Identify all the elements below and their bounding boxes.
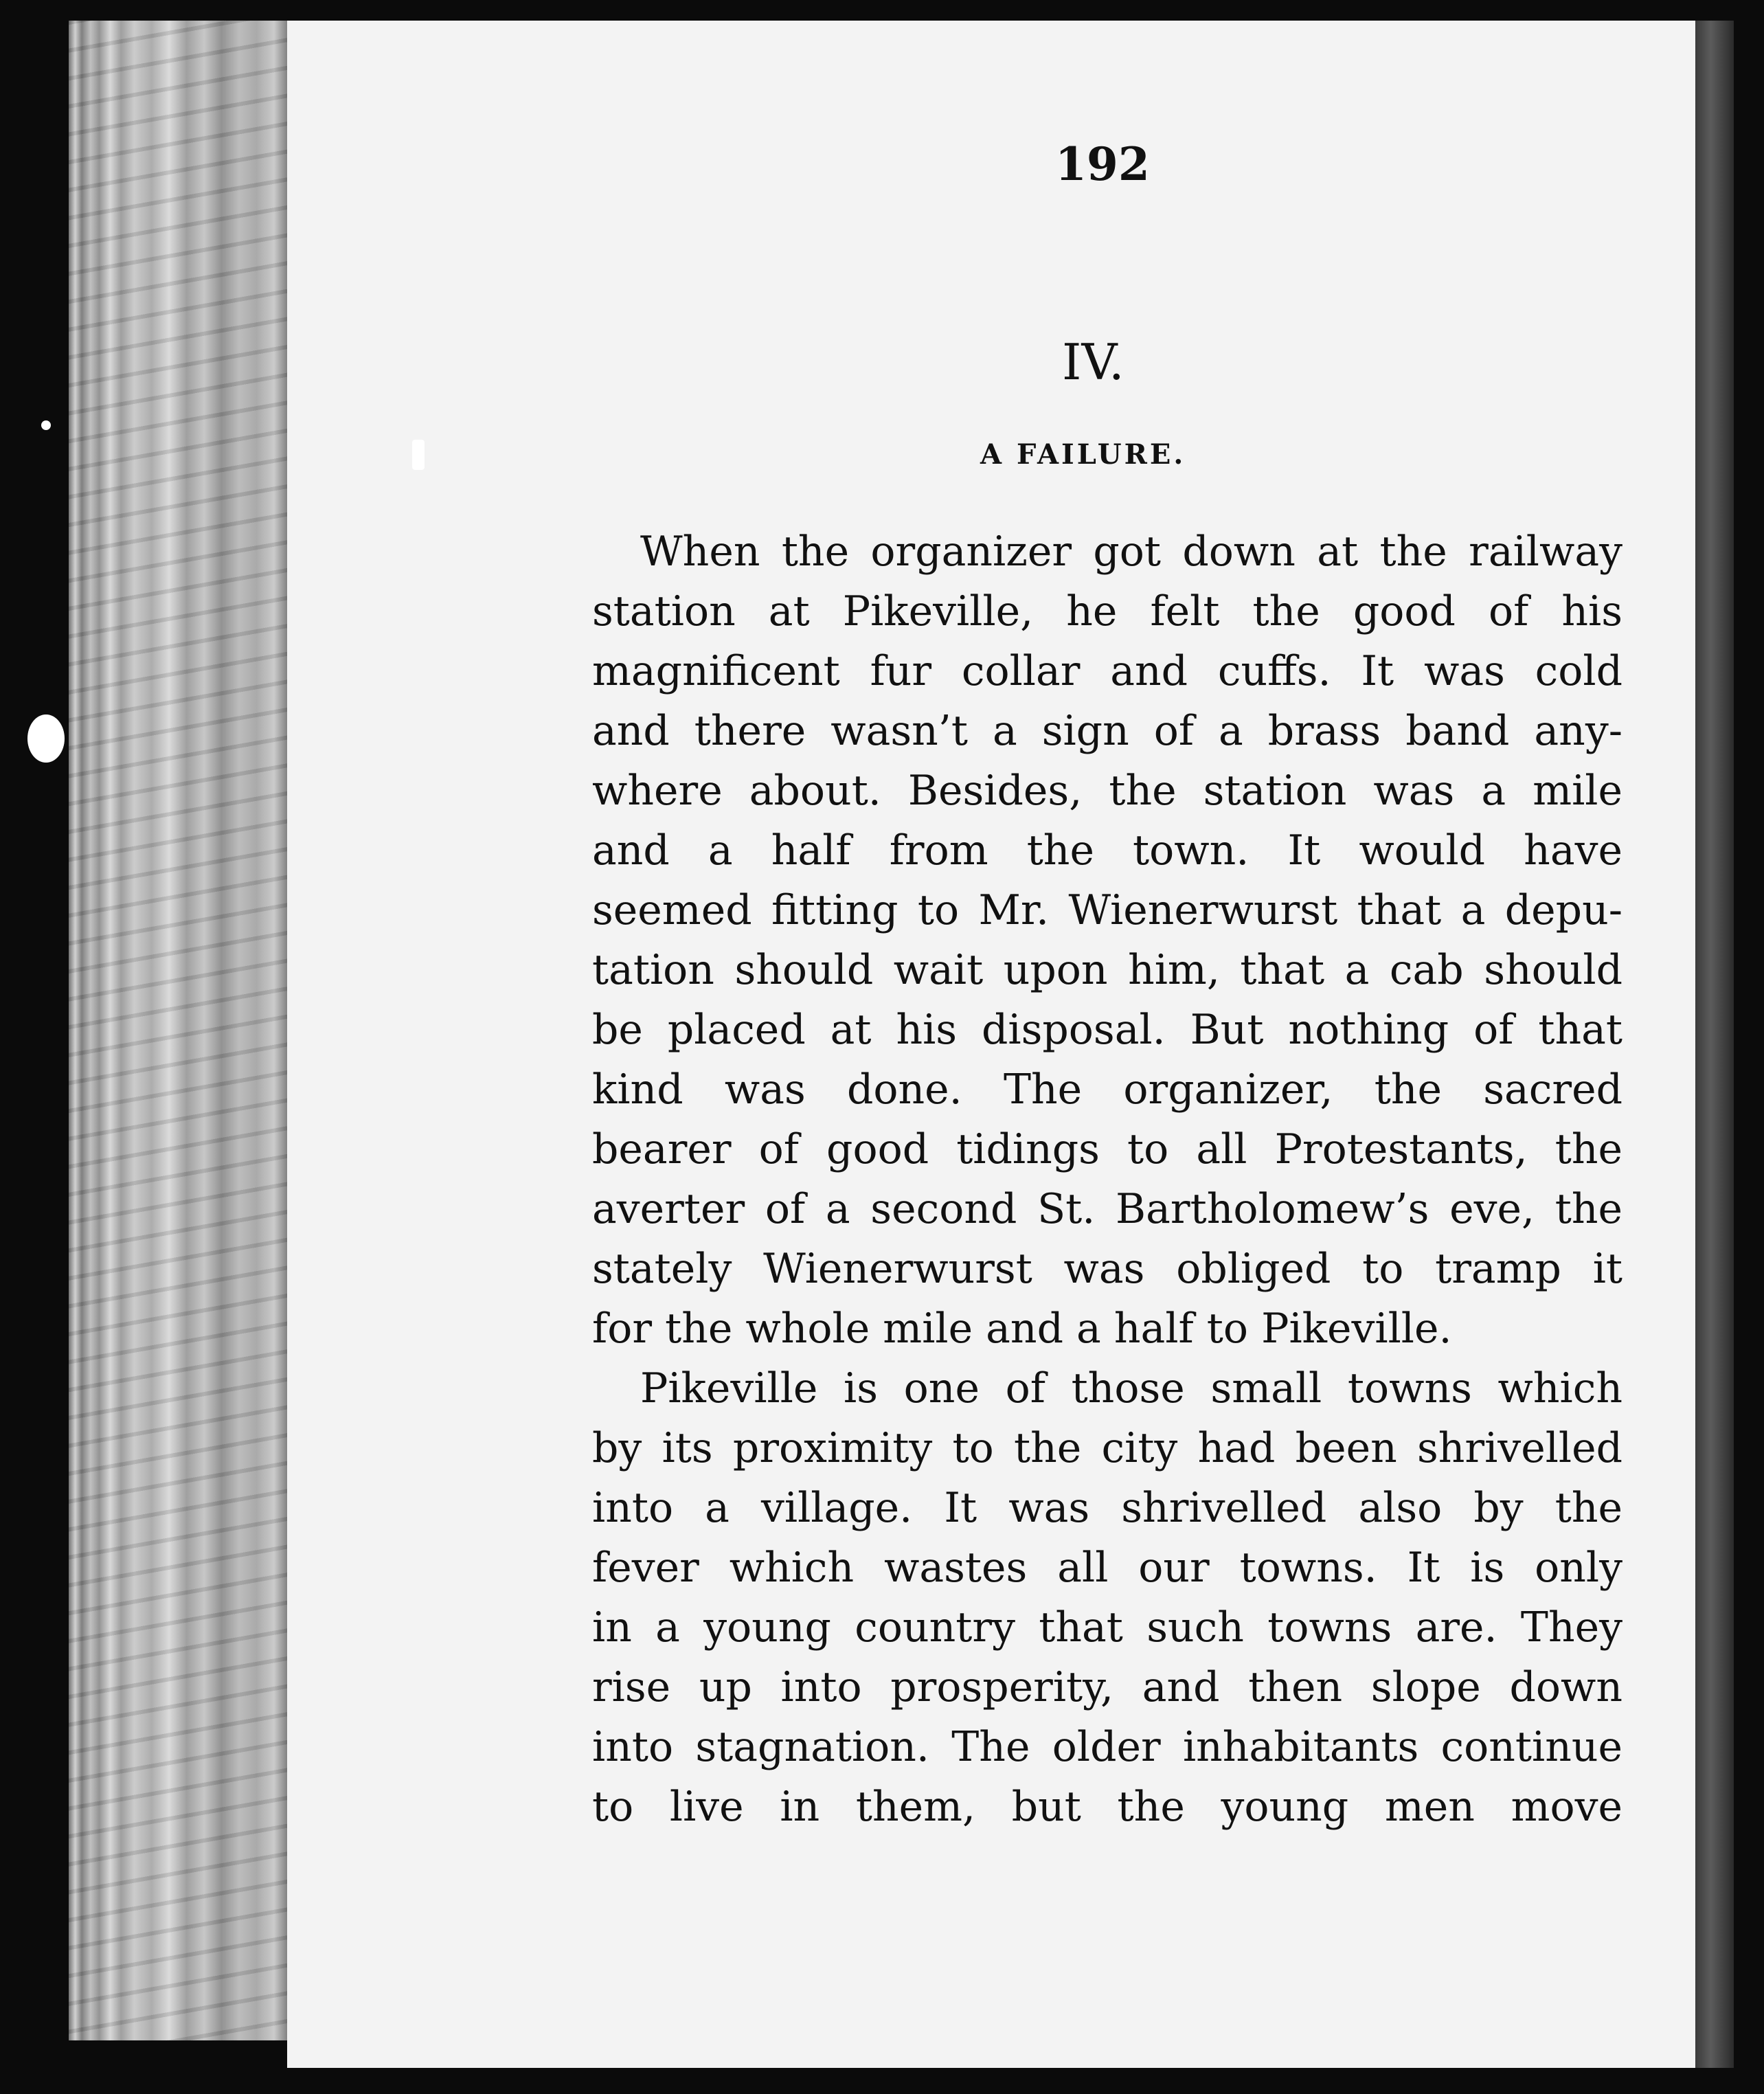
text-line: Pikeville is one of those small towns which <box>640 1364 1622 1412</box>
text-line: bearer of good tidings to all Protestants, the <box>592 1125 1622 1173</box>
text-line: where about. Besides, the station was a mile <box>592 767 1622 815</box>
text-line: station at Pikeville, he felt the good of his <box>592 587 1622 635</box>
text-line: to live in them, but the young men move <box>592 1783 1622 1831</box>
chapter-title: A FAILURE. <box>980 438 1186 471</box>
scan-speck <box>41 420 51 430</box>
text-line: seemed fitting to Mr. Wienerwurst that a depu- <box>592 886 1622 934</box>
book-gutter-edge <box>1695 21 1734 2068</box>
scan-speck <box>412 440 425 470</box>
text-line: and a half from the town. It would have <box>592 826 1622 875</box>
scan-speck <box>27 714 65 763</box>
text-line: averter of a second St. Bartholomew’s eve, the <box>592 1185 1622 1233</box>
text-line: stately Wienerwurst was obliged to tramp it <box>592 1245 1622 1293</box>
text-line: in a young country that such towns are. They <box>592 1603 1622 1652</box>
text-line: be placed at his disposal. But nothing of that <box>592 1006 1622 1054</box>
text-line: tation should wait upon him, that a cab should <box>592 946 1622 994</box>
text-line: by its proximity to the city had been shrivelled <box>592 1424 1622 1472</box>
text-line: into stagnation. The older inhabitants continue <box>592 1723 1622 1771</box>
body-text <box>592 522 1622 1837</box>
text-line: for the whole mile and a half to Pikeville. <box>592 1305 1452 1353</box>
text-line: and there wasn’t a sign of a brass band any- <box>592 707 1622 755</box>
text-line: When the organizer got down at the railway <box>640 528 1622 576</box>
chapter-number: IV. <box>1062 333 1124 391</box>
book-page-edges <box>69 21 287 2040</box>
text-line: magnificent fur collar and cuffs. It was cold <box>592 647 1622 695</box>
text-line: into a village. It was shrivelled also by the <box>592 1484 1622 1532</box>
page-number: 192 <box>1055 137 1150 191</box>
text-line: rise up into prosperity, and then slope down <box>592 1663 1622 1711</box>
text-line: kind was done. The organizer, the sacred <box>592 1066 1622 1114</box>
text-line: fever which wastes all our towns. It is only <box>592 1544 1622 1592</box>
